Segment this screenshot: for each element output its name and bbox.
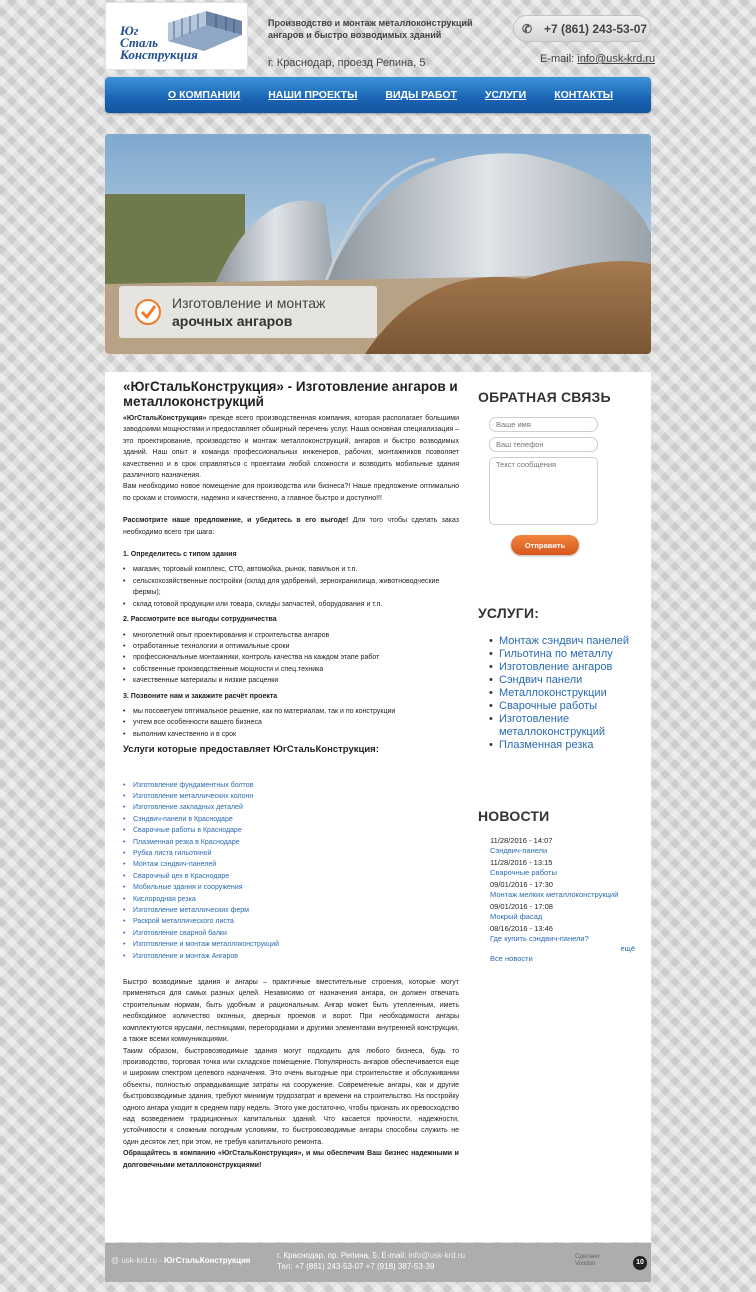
service-link[interactable]: Монтаж сэндвич-панелей [133,861,217,869]
news-title: НОВОСТИ [478,808,550,824]
step1-list [123,564,459,610]
step3-list [123,706,459,740]
list-item [123,882,459,893]
intro-company: «ЮгСтальКонструкция» [123,415,207,422]
service-link[interactable]: Сэндвич-панели в Краснодаре [133,815,233,823]
service-link[interactable]: Сварочный цех в Краснодаре [133,872,230,880]
list-item: • учтем все особенности вашего бизнеса [123,717,459,728]
list-item [123,894,459,905]
phone-field[interactable] [489,437,598,452]
list-item: • магазин, торговый комплекс, СТО, автомойка, рынок, павильон и т.п. [123,564,459,575]
developer-name: Voodoo [575,1261,596,1267]
header-address: г. Краснодар, проезд Репина, 5 [268,57,426,69]
main-nav [105,77,651,113]
service-link[interactable]: Сварочные работы в Краснодаре [133,827,242,835]
service-link[interactable]: Изготовление фундаментных болтов [133,781,254,789]
intro-text: прежде всего производственная компания, которая располагает большими заводскими мощностями и предоставляет обширный перечень услуг. Наша основная специализация – это проектирование, производство и монтаж металлоконструкций, ангаров и быстро возводимых зданий. Наш опыт и команда профессиональных инженеров, рабочих, монтажников позволяет качественно и в срок справляться с проектами любой сложности и возводить мобильные здания различного назначения. [123,415,459,480]
tagline: Производство и монтаж металлоконструкций ангаров и быстро возводимых зданий [268,18,473,40]
name-field[interactable] [489,417,598,432]
list-item [123,814,459,825]
service-link[interactable]: Изготовление закладных деталей [133,804,243,812]
list-item [123,859,459,870]
news-date: 11/28/2016 - 13:15 [490,858,553,867]
news-link[interactable]: Монтаж мелких металлоконструкций [490,890,619,899]
service-item[interactable]: • Изготовление металлоконструкций [489,713,639,739]
hero-banner [105,134,651,354]
service-item[interactable]: • Металлоконструкции [489,687,639,700]
logo[interactable] [105,2,248,70]
message-field[interactable] [489,457,598,525]
banner-line2: арочных ангаров [172,313,293,329]
list-item [123,780,459,791]
email-link[interactable]: info@usk-krd.ru [577,53,656,65]
list-item: • многолетний опыт проектирования и строительства ангаров [123,630,459,641]
service-link[interactable]: Изготовление и монтаж Ангаров [133,952,238,960]
service-link[interactable]: Изготовление металлических ферм [133,907,249,915]
service-link[interactable]: Изготовление металлических колонн [133,792,254,800]
footer-email-link[interactable]: info@usk-krd.ru [408,1251,466,1260]
news-block [478,808,635,964]
footer-copyright [111,1256,250,1265]
footer-address: г. Краснодар, пр. Репина, 5; E-mail: [277,1251,409,1260]
closing-paragraph: Обращайтесь в компанию «ЮгСтальКонструкция», и мы обеспечим Ваш бизнес надежными и долговечными металлоконструкциями! [123,1150,459,1169]
all-news-label: Все новости [490,954,533,963]
service-item[interactable]: • Сварочные работы [489,700,639,713]
page-title: «ЮгСтальКонструкция» - Изготовление ангаров и металлоконструкций [123,379,458,409]
service-item[interactable]: • Монтаж сэндвич панелей [489,635,639,648]
nav-works[interactable]: ВИДЫ РАБОТ [385,89,457,101]
service-item[interactable]: • Плазменная резка [489,739,639,752]
footer [105,1243,651,1282]
phone-badge[interactable] [513,15,651,42]
service-link[interactable]: Раскрой металлического листа [133,918,234,926]
nav-about[interactable]: О КОМПАНИИ [168,89,241,101]
news-item [490,924,635,944]
body-paragraph-1: Быстро возводимые здания и ангары – практичные вместительные строения, которые могут применяться для самых разных целей. Независимо от назначения ангара, он должен отвечать строительным нормам, быть удобным и рациональным. Ангар может быть утепленным, иметь необходимое количество оконных, дверных проемов и ворот. При необходимости ангары комплектуются ярусами, лестницами, перегородками и другими элементами внутренней конструкции, а также всеми коммуникациями. [123,979,459,1044]
email-label: E-mail: [540,53,575,65]
news-item [490,902,635,922]
banner-line1: Изготовление и монтаж [172,295,326,311]
service-links-list [123,780,459,963]
checkmark-icon [135,299,161,325]
list-item [123,791,459,802]
news-date: 09/01/2016 - 17:08 [490,902,553,911]
services-title: УСЛУГИ: [478,605,540,621]
developer-logo[interactable] [575,1254,599,1268]
list-item [123,871,459,882]
news-link[interactable]: Где купить сэндвич-панели? [490,934,589,943]
intro-paragraph-2: Вам необходимо новое помещение для производства или бизнеса?! Наше предложение оптимально по срокам и стоимости, надежно и качественно, а главное быстро и доступно!!! [123,483,459,502]
service-link[interactable]: Изготовление сварной балки [133,929,227,937]
submit-button[interactable]: Отправить [511,535,579,555]
list-item [123,916,459,927]
list-item [123,905,459,916]
intro-paragraph [123,413,459,481]
all-news-more: ещё [620,944,635,953]
phone-icon: ✆ [522,21,533,36]
offer-bold: Рассмотрите наше предложение, и убедитесь в его выгоде! [123,517,349,525]
phone-number: +7 (861) 243-53-07 [544,21,648,36]
step2-heading: 2. Рассмотрите все выгоды сотрудничества [123,616,277,624]
services-list [478,635,639,752]
service-link[interactable]: Рубка листа гильотиной [133,850,212,857]
footer-company: ЮгСтальКонструкция [164,1256,251,1265]
list-item [123,939,459,950]
step3-heading: 3. Позвоните нам и закажите расчёт проекта [123,692,278,700]
step2-list [123,630,459,687]
footer-contacts [277,1250,465,1272]
news-link[interactable]: Мокрый фасад [490,912,543,921]
logo-text: Юг Сталь Конструкция [120,23,198,62]
list-item [123,837,459,848]
list-item [123,928,459,939]
banner-caption [119,286,377,338]
list-item: • качественные материалы и низкие расценки [123,675,459,686]
news-item [490,880,635,900]
list-item [123,825,459,836]
service-item[interactable]: • Гильотина по металлу [489,648,639,661]
list-item: • склад готовой продукции или товара, склады запчастей, оборудования и т.п. [123,599,459,610]
feedback-form [489,417,599,530]
list-item: • выполним качественно и в срок [123,729,459,740]
list-item: • сельскохозяйственные постройки (склад для удобрений, зернохранилища, животноводческие фермы); [123,576,459,599]
all-news-link[interactable] [490,944,635,964]
developer-label: Сделано [575,1254,600,1260]
news-date: 08/16/2016 - 13:46 [490,924,553,933]
header-email [540,53,655,65]
feedback-title: ОБРАТНАЯ СВЯЗЬ [478,389,611,405]
nav-projects[interactable]: НАШИ ПРОЕКТЫ [268,89,358,101]
nav-services[interactable]: УСЛУГИ [484,89,527,101]
list-item [123,848,459,859]
footer-phones: Тел: +7 (861) 243-53-07 +7 (918) 387-53-39 [277,1262,435,1271]
news-item [490,858,635,878]
news-link[interactable]: Сэндвич-панели [490,846,548,855]
service-link[interactable]: Изготовление и монтаж металлоконструкций [133,941,280,949]
service-link[interactable]: Плазменная резка в Краснодаре [133,838,240,846]
services-block [478,605,639,752]
list-item: • собственные производственные мощности и спец.техника [123,664,459,675]
step1-heading: 1. Определитесь с типом здания [123,551,237,559]
service-link[interactable]: Мобильные здания и сооружения [133,884,243,892]
nav-contacts[interactable]: КОНТАКТЫ [554,89,614,101]
content-area [105,372,651,1242]
list-item [123,802,459,813]
age-rating-icon: 10 [633,1256,647,1270]
copyright-text: @ usk-krd.ru - [111,1256,165,1265]
services-heading: Услуги которые предоставляет ЮгСтальКонструкция: [123,744,379,756]
offer-text: Для того чтобы сделать заказ необходимо всего три шага: [123,517,459,536]
body-paragraph-2: Таким образом, быстровозводимые здания могут подходить для любого бизнеса, будь то производство, торговая точка или складское помещение. Популярность ангаров обеспечивается еще и широким спектром целевого назначения. Это очень выгодные при строительстве и обслуживании объекты, полностью оправдывающие затраты на сооружение. Современные ангары, как и другие быстровозводимые здания, требуют минимум трудозатрат и времени на строительство. На постройку одного ангара уходит в среднем пару недель. Этого уже достаточно, чтобы признать их превосходство над возведением традиционных капитальных зданий. Что касается прочности, надежности, устойчивости к сложным погодным условиям, то быстровозводимые ангары способны служить не один десяток лет, при этом, не требуя капитального ремонта. [123,1047,459,1146]
service-item[interactable]: • Сэндвич панели [489,674,639,687]
news-item [490,836,635,856]
list-item [123,951,459,962]
service-item[interactable]: • Изготовление ангаров [489,661,639,674]
news-link[interactable]: Сварочные работы [490,868,557,877]
list-item: • профессиональные монтажники, контроль качества на каждом этапе работ [123,652,459,663]
service-link[interactable]: Кислородная резка [133,895,196,903]
news-date: 11/28/2016 - 14:07 [490,836,553,845]
list-item: • отработанные технологии и оптимальные сроки [123,641,459,652]
news-date: 09/01/2016 - 17:30 [490,880,553,889]
offer-paragraph [123,515,459,538]
main-article [123,379,459,1171]
list-item: • мы посоветуем оптимальное решение, как по материалам, так и по конструкции [123,706,459,717]
